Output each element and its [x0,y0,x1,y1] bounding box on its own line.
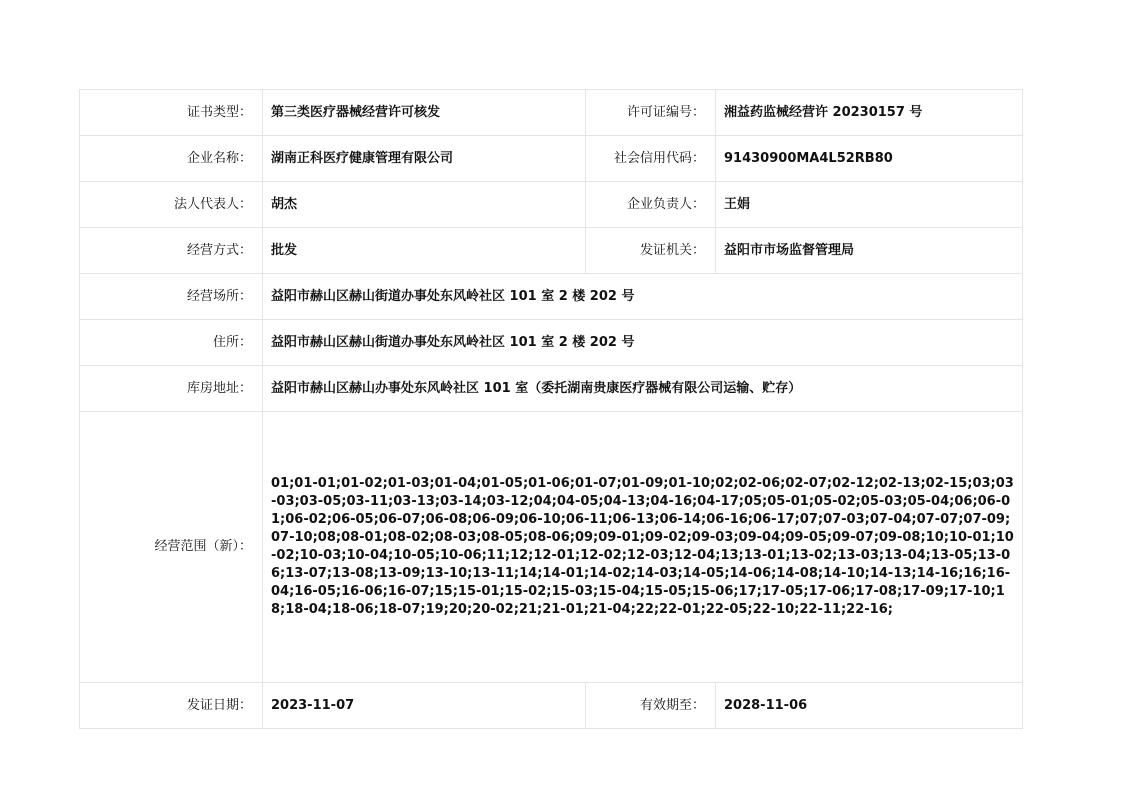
table-row [80,182,1023,228]
table-row [80,136,1023,182]
warehouse-label: 库房地址： [80,366,263,412]
cert-type-value: 第三类医疗器械经营许可核发 [263,90,586,136]
table-row [80,683,1023,729]
residence-label: 住所： [80,320,263,366]
table-row [80,274,1023,320]
license-no-value: 湘益药监械经营许 20230157 号 [716,90,1023,136]
legal-rep-label: 法人代表人： [80,182,263,228]
table-row [80,228,1023,274]
table-row [80,90,1023,136]
cert-type-label: 证书类型： [80,90,263,136]
business-mode-value: 批发 [263,228,586,274]
business-mode-label: 经营方式： [80,228,263,274]
legal-rep-value: 胡杰 [263,182,586,228]
business-place-value: 益阳市赫山区赫山街道办事处东风岭社区 101 室 2 楼 202 号 [263,274,1023,320]
company-name-label: 企业名称： [80,136,263,182]
company-name-value: 湖南正科医疗健康管理有限公司 [263,136,586,182]
license-no-label: 许可证编号： [586,90,716,136]
business-scope-label: 经营范围（新）： [80,412,263,683]
issue-date-value: 2023-11-07 [263,683,586,729]
company-head-label: 企业负责人： [586,182,716,228]
issuing-authority-value: 益阳市市场监督管理局 [716,228,1023,274]
issue-date-label: 发证日期： [80,683,263,729]
table-row [80,366,1023,412]
license-page [79,89,1022,729]
credit-code-label: 社会信用代码： [586,136,716,182]
company-head-value: 王娟 [716,182,1023,228]
warehouse-value: 益阳市赫山区赫山办事处东风岭社区 101 室（委托湖南贵康医疗器械有限公司运输、贮存） [263,366,1023,412]
valid-until-label: 有效期至： [586,683,716,729]
credit-code-value: 91430900MA4L52RB80 [716,136,1023,182]
issuing-authority-label: 发证机关： [586,228,716,274]
business-scope-value: 01;01-01;01-02;01-03;01-04;01-05;01-06;01-07;01-09;01-10;02;02-06;02-07;02-12;02-13;02-15;03;03-03;03-05;03-11;03-13;03-14;03-12;04;04-05;04-13;04-16;04-17;05;05-01;05-02;05-03;05-04;06;06-01;06-02;06-05;06-07;06-08;06-09;06-10;06-11;06-13;06-14;06-16;06-17;07;07-03;07-04;07-07;07-09;07-10;08;08-01;08-02;08-03;08-05;08-06;09;09-01;09-02;09-03;09-04;09-05;09-07;09-08;10;10-01;10-02;10-03;10-04;10-05;10-06;11;12;12-01;12-02;12-03;12-04;13;13-01;13-02;13-03;13-04;13-05;13-06;13-07;13-08;13-09;13-10;13-11;14;14-01;14-02;14-03;14-05;14-06;14-08;14-10;14-13;14-16;16;16-04;16-05;16-06;16-07;15;15-01;15-02;15-03;15-04;15-05;15-06;17;17-05;17-06;17-08;17-09;17-10;18;18-04;18-06;18-07;19;20;20-02;21;21-01;21-04;22;22-01;22-05;22-10;22-11;22-16; [263,412,1023,683]
business-place-label: 经营场所： [80,274,263,320]
license-info-table [79,89,1023,729]
residence-value: 益阳市赫山区赫山街道办事处东风岭社区 101 室 2 楼 202 号 [263,320,1023,366]
table-row [80,320,1023,366]
table-row [80,412,1023,683]
valid-until-value: 2028-11-06 [716,683,1023,729]
